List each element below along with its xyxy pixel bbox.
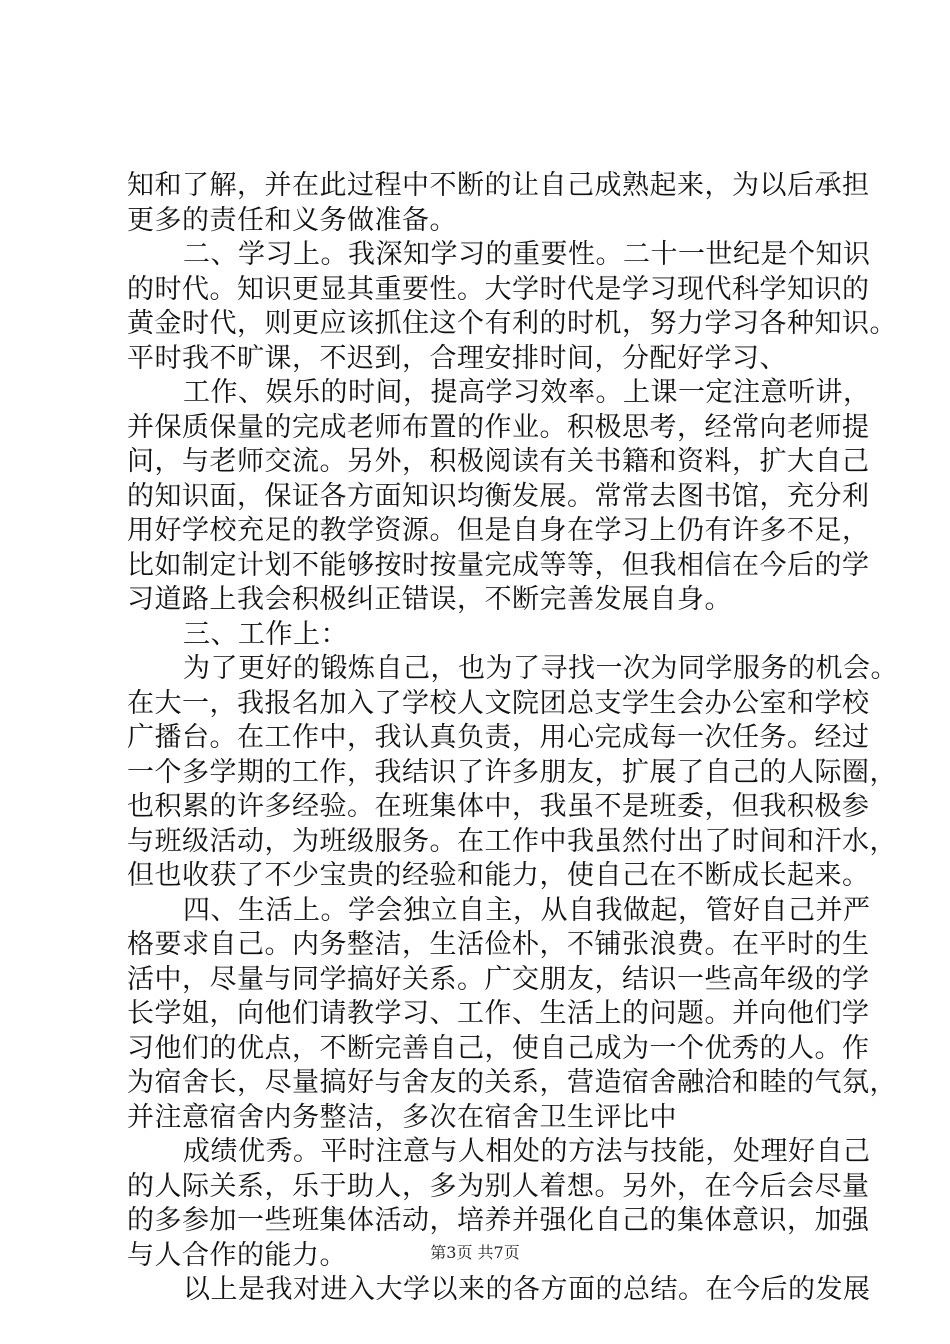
text-line: 格要求自己。内务整洁，生活俭朴，不铺张浪费。在平时的生 (127, 929, 870, 960)
text-line: 知和了解，并在此过程中不断的让自己成熟起来，为以后承担 (127, 170, 870, 201)
text-line: 工作、娱乐的时间，提高学习效率。上课一定注意听讲， (183, 377, 871, 408)
text-line: 三、工作上： (183, 618, 348, 650)
text-line: 以上是我对进入大学以来的各方面的总结。在今后的发展 (183, 1274, 871, 1305)
text-line: 比如制定计划不能够按时按量完成等等，但我相信在今后的学 (127, 549, 870, 581)
text-line: 更多的责任和义务做准备。 (127, 204, 457, 236)
text-line: 成绩优秀。平时注意与人相处的方法与技能，处理好自己 (183, 1136, 871, 1167)
page-number-footer: 第3页 共7页 (430, 1243, 520, 1262)
text-line: 与班级活动，为班级服务。在工作中我虽然付出了时间和汗水， (127, 825, 897, 857)
text-line: 的人际关系，乐于助人，多为别人着想。另外，在今后会尽量 (127, 1170, 870, 1202)
text-line: 黄金时代，则更应该抓住这个有利的时机，努力学习各种知识。 (127, 308, 897, 339)
text-line: 平时我不旷课，不迟到，合理安排时间，分配好学习、 (127, 342, 787, 374)
document-body (127, 169, 898, 1308)
text-line: 在大一，我报名加入了学校人文院团总支学生会办公室和学校 (127, 687, 870, 719)
text-line: 问，与老师交流。另外，积极阅读有关书籍和资料，扩大自己 (127, 446, 870, 477)
text-line: 活中，尽量与同学搞好关系。广交朋友，结识一些高年级的学 (127, 963, 870, 995)
text-line: 与人合作的能力。 (127, 1239, 347, 1271)
text-line: 广播台。在工作中，我认真负责，用心完成每一次任务。经过 (127, 722, 870, 753)
text-line: 也积累的许多经验。在班集体中，我虽不是班委，但我积极参 (127, 791, 870, 822)
text-line: 四、生活上。学会独立自主，从自我做起，管好自己并严 (183, 894, 871, 926)
text-line: 习道路上我会积极纠正错误，不断完善发展自身。 (127, 584, 732, 615)
text-line: 为了更好的锻炼自己，也为了寻找一次为同学服务的机会。 (183, 653, 898, 684)
text-line: 但也收获了不少宝贵的经验和能力，使自己在不断成长起来。 (127, 860, 870, 891)
text-line: 一个多学期的工作，我结识了许多朋友，扩展了自己的人际圈， (127, 756, 897, 788)
text-line: 的知识面，保证各方面知识均衡发展。常常去图书馆，充分利 (127, 480, 870, 512)
text-line: 的时代。知识更显其重要性。大学时代是学习现代科学知识的 (127, 273, 870, 305)
text-line: 为宿舍长，尽量搞好与舍友的关系，营造宿舍融洽和睦的气氛， (127, 1067, 897, 1098)
text-line: 并保质保量的完成老师布置的作业。积极思考，经常向老师提 (127, 411, 870, 443)
text-line: 的多参加一些班集体活动，培养并强化自己的集体意识，加强 (127, 1205, 870, 1236)
text-line: 二、学习上。我深知学习的重要性。二十一世纪是个知识 (183, 239, 871, 270)
text-line: 长学姐，向他们请教学习、工作、生活上的问题。并向他们学 (127, 998, 870, 1029)
text-line: 习他们的优点，不断完善自己，使自己成为一个优秀的人。作 (127, 1032, 870, 1064)
text-line: 用好学校充足的教学资源。但是自身在学习上仍有许多不足， (127, 515, 870, 546)
text-line: 并注意宿舍内务整洁，多次在宿舍卫生评比中 (127, 1101, 677, 1133)
